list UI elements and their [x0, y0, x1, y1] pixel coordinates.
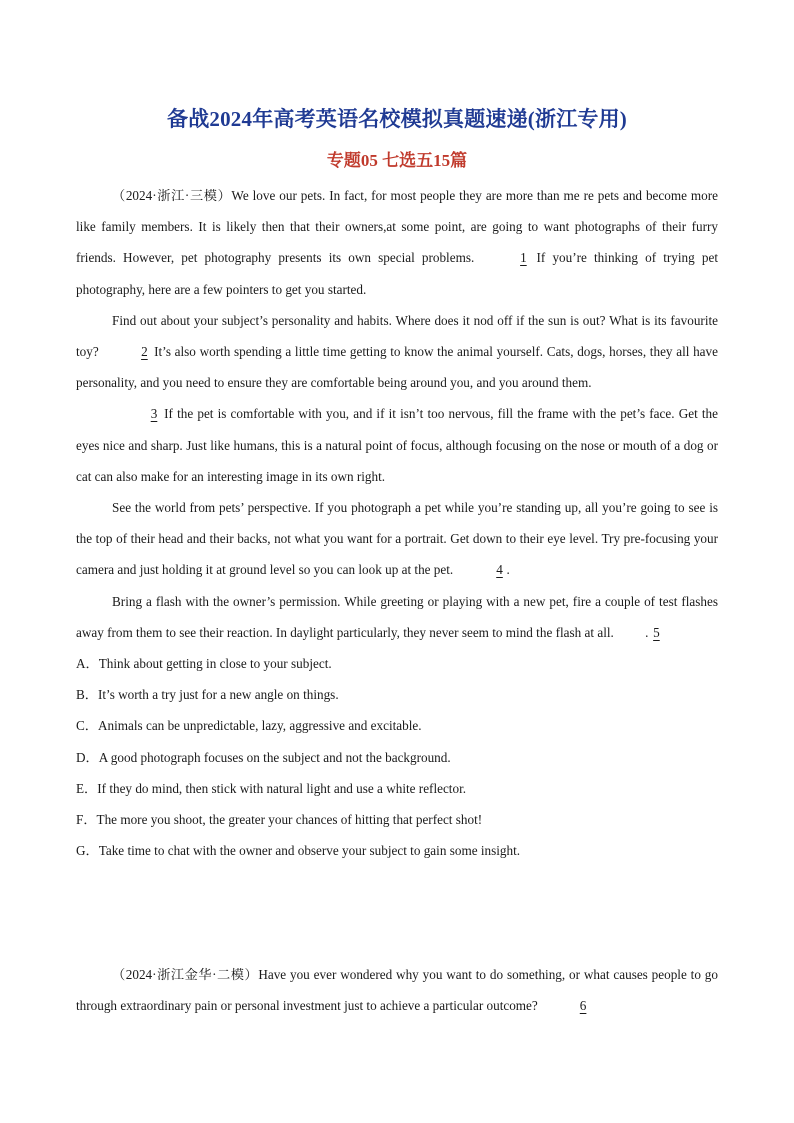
- blank-4: 4: [496, 562, 503, 578]
- blank-3: 3: [150, 406, 158, 422]
- passage-1-paragraph-1: （2024·浙江·三模）We love our pets. In fact, for most people they are more than me re pets and become more like family members. It is likely then that their owners,at some point, are going to want photographs of their furry friends. However, pet photography presents its own special problems. 1 If you’re thinking of trying pet photography, here are a few pointers to get you started.: [76, 188, 718, 297]
- passage-2-paragraph-1: （2024·浙江金华·二模）Have you ever wondered why you want to do something, or what causes people to go through extraordinary pain or personal investment just to achieve a particular outcome? 6: [76, 959, 718, 1021]
- option-c: C．Animals can be unpredictable, lazy, aggressive and excitable.: [76, 718, 422, 734]
- blank-1: 1: [520, 250, 527, 266]
- blank-2: 2: [141, 344, 148, 360]
- passage-1-paragraph-2: Find out about your subject’s personality and habits. Where does it nod off if the sun is out? What is its favourite toy? 2 It’s also worth spending a little time getting to know the animal yourself. Cats, dogs, horses, they all have personality, and you need to ensure they are comfortable being around you, and you around them.: [76, 312, 718, 391]
- document-title: 备战2024年高考英语名校模拟真题速递(浙江专用): [167, 107, 627, 131]
- blank-5: 5: [653, 624, 660, 640]
- option-a: A．Think about getting in close to your subject.: [76, 656, 332, 672]
- blank-6: 6: [579, 998, 587, 1014]
- passage-1-paragraph-5: Bring a flash with the owner’s permission. While greeting or playing with a new pet, fire a couple of test flashes away from them to see their reaction. In daylight particularly, they never seem to mind the flash at all. 5.: [76, 586, 718, 648]
- option-g: G．Take time to chat with the owner and observe your subject to gain some insight.: [76, 843, 521, 859]
- passage-1-paragraph-4: See the world from pets’ perspective. If you photograph a pet while you’re standing up, all you’re going to see is the top of their head and their backs, not what you want for a portrait. Get down to their eye level. Try pre-focusing your camera and just holding it at ground level so you can look up at the pet. 4 .: [76, 492, 718, 586]
- passage-1-paragraph-3: 3 If the pet is comfortable with you, and if it isn’t too nervous, fill the frame with the pet’s face. Get the eyes nice and sharp. Just like humans, this is a natural point of focus, although focusing on the nose or mouth of a dog or cat can also make for an interesting image in its own right.: [76, 398, 718, 492]
- document-subtitle: 专题05 七选五15篇: [326, 151, 468, 170]
- option-f: F．The more you shoot, the greater your chances of hitting that perfect shot!: [76, 812, 483, 828]
- option-d: D．A good photograph focuses on the subject and not the background.: [76, 749, 451, 765]
- passage-1: [76, 180, 718, 866]
- option-b: B．It’s worth a try just for a new angle on things.: [76, 687, 339, 703]
- option-e: E．If they do mind, then stick with natural light and use a white reflector.: [76, 780, 467, 796]
- passage-2: [76, 959, 718, 1021]
